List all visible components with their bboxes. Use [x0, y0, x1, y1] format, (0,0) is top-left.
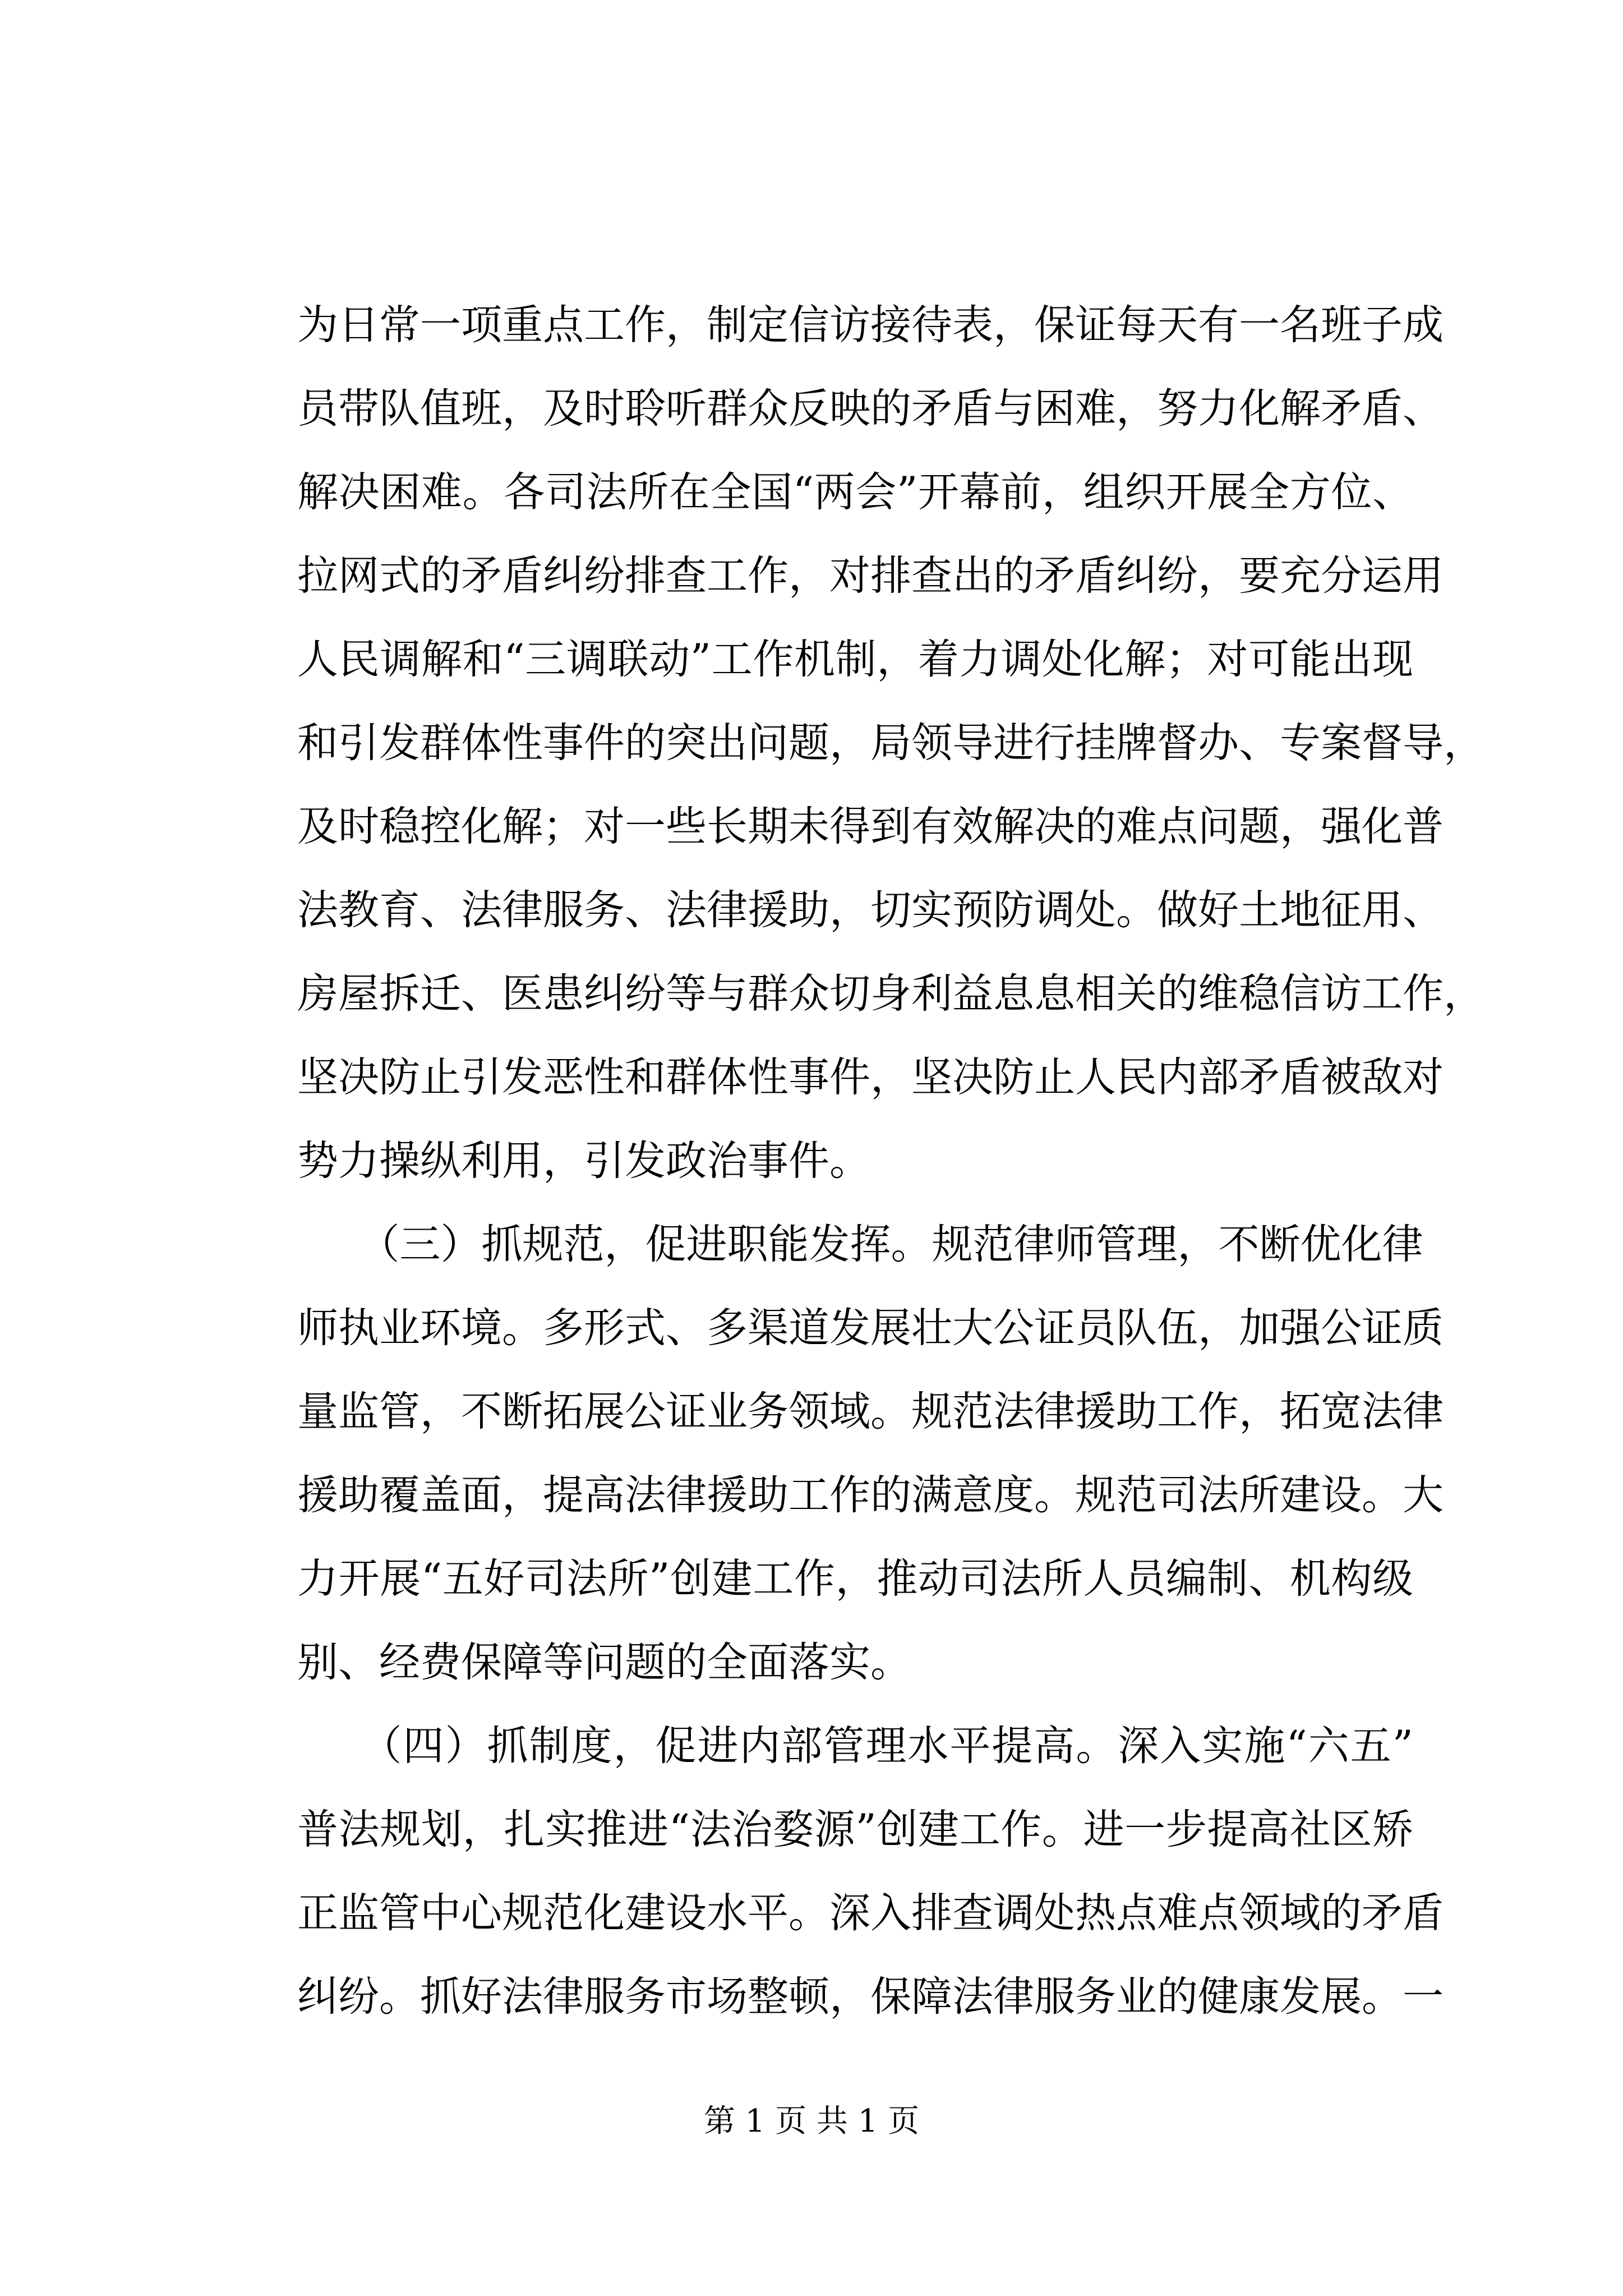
text-line: 纠纷。抓好法律服务市场整顿，保障法律服务业的健康发展。一 [297, 1973, 1444, 2021]
text-line: 人民调解和“三调联动”工作机制，着力调处化解；对可能出现 [297, 636, 1413, 683]
text-line: 正监管中心规范化建设水平。深入排查调处热点难点领域的矛盾 [297, 1889, 1444, 1937]
text-line: 普法规划，扎实推进“法治婺源”创建工作。进一步提高社区矫 [297, 1806, 1413, 1853]
text-line: 房屋拆迁、医患纠纷等与群众切身利益息息相关的维稳信访工作， [297, 970, 1484, 1018]
text-line: 拉网式的矛盾纠纷排查工作，对排查出的矛盾纠纷，要充分运用 [297, 552, 1444, 600]
text-line: 员带队值班，及时聆听群众反映的矛盾与困难，努力化解矛盾、 [297, 385, 1444, 432]
text-line: 坚决防止引发恶性和群体性事件，坚决防止人民内部矛盾被敌对 [297, 1053, 1444, 1101]
text-line: 为日常一项重点工作，制定信访接待表，保证每天有一名班子成 [297, 301, 1444, 349]
text-line: （四）抓制度，促进内部管理水平提高。深入实施“六五” [297, 1722, 1413, 1770]
text-line: 和引发群体性事件的突出问题，局领导进行挂牌督办、专案督导， [297, 719, 1484, 767]
page-number-footer: 第 1 页 共 1 页 [703, 2103, 920, 2139]
text-line: 及时稳控化解；对一些长期未得到有效解决的难点问题，强化普 [297, 803, 1444, 850]
text-line: （三）抓规范，促进职能发挥。规范律师管理，不断优化律 [297, 1221, 1423, 1268]
text-line: 解决困难。各司法所在全国“两会”开幕前，组织开展全方位、 [297, 468, 1413, 516]
text-line: 师执业环境。多形式、多渠道发展壮大公证员队伍，加强公证质 [297, 1304, 1444, 1352]
text-line: 法教育、法律服务、法律援助，切实预防调处。做好土地征用、 [297, 886, 1444, 934]
document-body [297, 283, 1484, 2039]
text-line: 势力操纵利用，引发政治事件。 [297, 1137, 870, 1185]
text-line: 援助覆盖面，提高法律援助工作的满意度。规范司法所建设。大 [297, 1471, 1444, 1519]
text-line: 别、经费保障等问题的全面落实。 [297, 1639, 911, 1686]
text-line: 量监管，不断拓展公证业务领域。规范法律援助工作，拓宽法律 [297, 1388, 1444, 1435]
text-line: 力开展“五好司法所”创建工作，推动司法所人员编制、机构级 [297, 1555, 1413, 1603]
